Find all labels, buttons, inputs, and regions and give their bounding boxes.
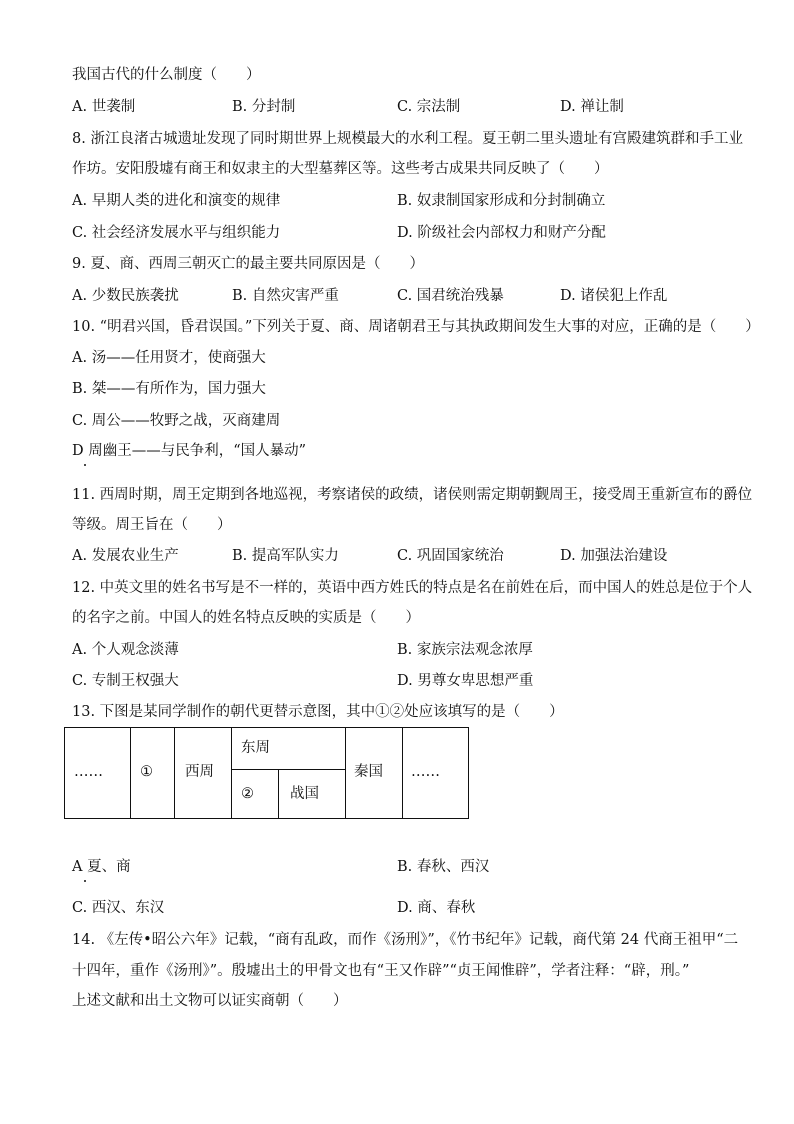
q13-option-d: D. 商、春秋: [397, 900, 476, 916]
q8-option-c: C. 社会经济发展水平与组织能力: [72, 225, 281, 241]
table-divider: [130, 727, 131, 819]
table-qin: 秦国: [354, 764, 383, 780]
q8-stem-line1: 8. 浙江良渚古城遗址发现了同时期世界上规模最大的水利工程。夏王朝二里头遗址有宫殿建筑群和手工业: [72, 131, 743, 147]
q11-stem-line1: 11. 西周时期，周王定期到各地巡视，考察诸侯的政绩，诸侯则需定期朝觐周王，接受周王重新宣布的爵位: [72, 487, 753, 503]
q12-option-d: D. 男尊女卑思想严重: [397, 673, 534, 689]
table-ellipsis-left: ……: [74, 764, 103, 780]
q10-option-c: C. 周公——牧野之战，灭商建周: [72, 413, 281, 429]
q8-stem-line2: 作坊。安阳殷墟有商王和奴隶主的大型墓葬区等。这些考古成果共同反映了（ ）: [72, 161, 609, 177]
q7-option-a: A. 世袭制: [72, 99, 136, 115]
table-mark-2: ②: [241, 786, 254, 802]
table-divider: [345, 727, 346, 819]
table-divider: [402, 727, 403, 819]
q10-stem: 10. “明君兴国，昏君误国。”下列关于夏、商、周诸朝君王与其执政期间发生大事的对应，正确的是（ ）: [72, 319, 760, 335]
q12-option-c: C. 专制王权强大: [72, 673, 179, 689]
table-warring-states: 战国: [290, 786, 319, 802]
q12-stem-line1: 12. 中英文里的姓名书写是不一样的，英语中西方姓氏的特点是名在前姓在后，而中国人的姓总是位于个人: [72, 580, 753, 596]
q11-option-b: B. 提高军队实力: [232, 548, 339, 564]
q13-option-b: B. 春秋、西汉: [397, 859, 490, 875]
q7-option-c: C. 宗法制: [397, 99, 461, 115]
q11-stem-line2: 等级。周王旨在（ ）: [72, 517, 232, 533]
q7-stem-tail: 我国古代的什么制度（ ）: [72, 67, 261, 83]
table-western-zhou: 西周: [185, 764, 214, 780]
q12-option-a: A. 个人观念淡薄: [72, 642, 179, 658]
table-border-left: [64, 727, 65, 819]
q10-option-b: B. 桀——有所作为，国力强大: [72, 381, 266, 397]
q11-option-d: D. 加强法治建设: [560, 548, 668, 564]
q11-option-a: A. 发展农业生产: [72, 548, 179, 564]
q8-option-a: A. 早期人类的进化和演变的规律: [72, 193, 281, 209]
table-border-right: [468, 727, 469, 819]
table-divider: [231, 769, 346, 770]
q11-option-c: C. 巩固国家统治: [397, 548, 504, 564]
q14-stem-line3: 上述文献和出土文物可以证实商朝（ ）: [72, 993, 348, 1009]
table-border-bottom: [64, 818, 469, 819]
q9-option-b: B. 自然灾害严重: [232, 288, 339, 304]
q14-stem-line2: 十四年，重作《汤刑》”。殷墟出土的甲骨文也有“王又作辟”“贞王闻惟辟”，学者注释：“辟，刑。”: [72, 963, 690, 979]
q12-stem-line2: 的名字之前。中国人的姓名特点反映的实质是（ ）: [72, 610, 420, 626]
stray-dot: [84, 464, 86, 466]
table-eastern-zhou: 东周: [241, 740, 270, 756]
table-mark-1: ①: [140, 764, 153, 780]
q13-option-a: A 夏、商: [72, 859, 131, 875]
q8-option-b: B. 奴隶制国家形成和分封制确立: [397, 193, 606, 209]
q7-option-d: D. 禅让制: [560, 99, 624, 115]
stray-dot: [84, 880, 86, 882]
table-divider: [278, 769, 279, 819]
table-divider: [174, 727, 175, 819]
q9-stem: 9. 夏、商、西周三朝灭亡的最主要共同原因是（ ）: [72, 256, 424, 272]
q10-option-a: A. 汤——任用贤才，使商强大: [72, 350, 266, 366]
dynasty-succession-table: [64, 727, 469, 819]
table-ellipsis-right: ……: [411, 764, 440, 780]
q9-option-a: A. 少数民族袭扰: [72, 288, 179, 304]
q9-option-c: C. 国君统治残暴: [397, 288, 504, 304]
q13-option-c: C. 西汉、东汉: [72, 900, 165, 916]
q13-stem: 13. 下图是某同学制作的朝代更替示意图，其中①②处应该填写的是（ ）: [72, 704, 564, 720]
table-border-top: [64, 727, 469, 728]
q12-option-b: B. 家族宗法观念浓厚: [397, 642, 533, 658]
q9-option-d: D. 诸侯犯上作乱: [560, 288, 668, 304]
table-divider: [231, 727, 232, 819]
q10-option-d: D 周幽王——与民争利，“国人暴动”: [72, 443, 307, 459]
q14-stem-line1: 14. 《左传•昭公六年》记载，“商有乱政，而作《汤刑》”，《竹书纪年》记载，商代第 24 代商王祖甲“二: [72, 932, 739, 948]
q7-option-b: B. 分封制: [232, 99, 296, 115]
q8-option-d: D. 阶级社会内部权力和财产分配: [397, 225, 606, 241]
